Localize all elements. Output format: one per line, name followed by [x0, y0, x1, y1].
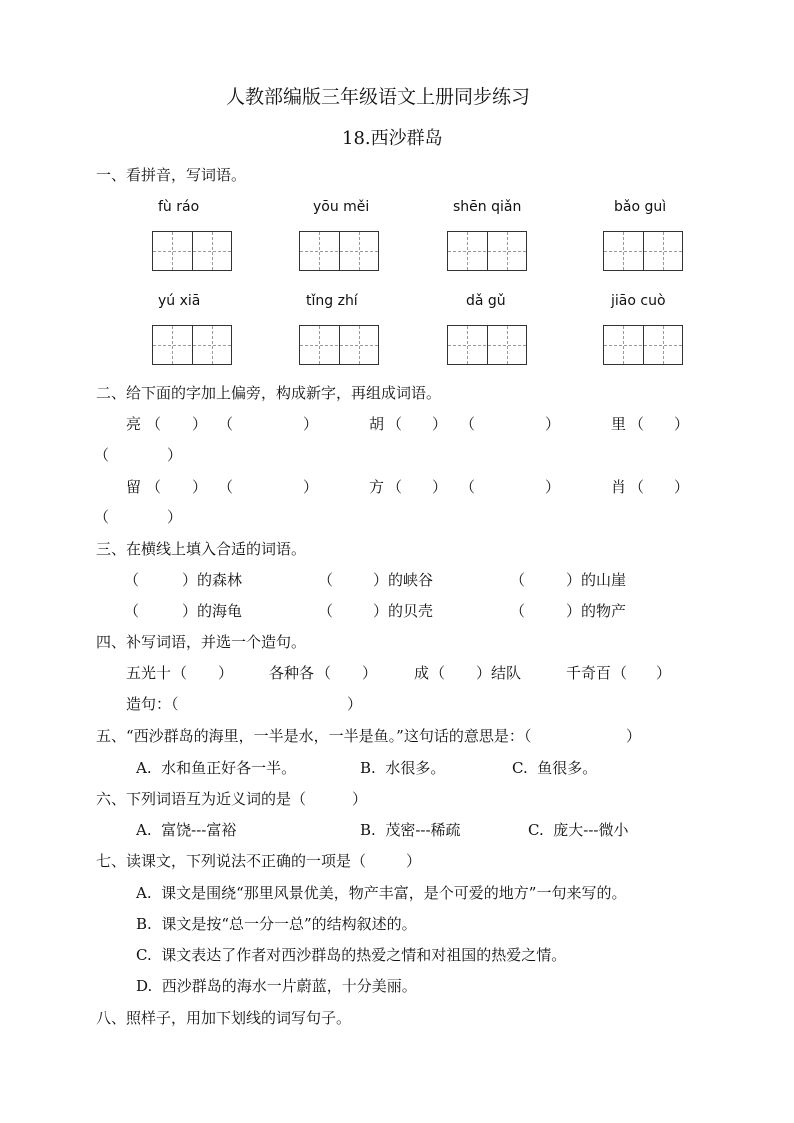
q5-heading: 五、“西沙群岛的海里，一半是水，一半是鱼。”这句话的意思是：（: [96, 727, 532, 745]
q7-option-d: D. 西沙群岛的海水一片蔚蓝，十分美丽。: [136, 977, 417, 995]
pinyin-4: bǎo guì: [614, 199, 667, 215]
paren: （: [629, 478, 645, 496]
paren: （: [146, 415, 162, 433]
paren: ）: [347, 695, 363, 713]
paren: （: [387, 478, 403, 496]
paren: （: [460, 478, 476, 496]
paren: ）: [626, 727, 642, 745]
paren: （: [146, 478, 162, 496]
page-title: 人教部编版三年级语文上册同步练习: [226, 86, 531, 108]
q2-char-6: 肖: [611, 478, 627, 496]
paren: ）: [362, 664, 378, 682]
q6-option-b: B. 茂密---稀疏: [360, 821, 461, 839]
writing-grid-1[interactable]: [152, 231, 232, 271]
paren: （: [318, 602, 334, 620]
writing-grid-5[interactable]: [152, 325, 232, 365]
writing-grid-2[interactable]: [299, 231, 379, 271]
q3-item-5: ）的贝壳: [373, 602, 434, 620]
paren: （: [387, 415, 403, 433]
q8-heading: 八、照样子，用加下划线的词写句子。: [96, 1009, 352, 1027]
q3-item-6: ）的物产: [566, 602, 627, 620]
pinyin-3: shēn qiǎn: [453, 199, 522, 215]
pinyin-7: dǎ gǔ: [466, 293, 506, 309]
sentence-label: 造句：（: [126, 695, 179, 713]
paren: ）: [167, 508, 183, 526]
pinyin-8: jiāo cuò: [611, 293, 666, 309]
paren: （: [124, 571, 140, 589]
paren: （: [94, 446, 110, 464]
q2-char-2: 胡: [369, 415, 385, 433]
paren: ）: [192, 478, 208, 496]
paren: （: [430, 664, 446, 682]
writing-grid-7[interactable]: [447, 325, 527, 365]
q3-item-2: ）的峡谷: [373, 571, 434, 589]
paren: ）: [192, 415, 208, 433]
q2-char-1: 亮: [126, 415, 142, 433]
q6-heading: 六、下列词语互为近义词的是（: [96, 790, 307, 808]
q6-option-c: C. 庞大---微小: [528, 821, 629, 839]
paren: ）: [656, 664, 672, 682]
writing-grid-4[interactable]: [603, 231, 683, 271]
paren: ）: [674, 415, 690, 433]
q4-word-2: 各种各: [269, 664, 315, 682]
q2-heading: 二、给下面的字加上偏旁，构成新字，再组成词语。: [96, 384, 442, 402]
paren: ）: [406, 852, 422, 870]
q3-heading: 三、在横线上填入合适的词语。: [96, 540, 307, 558]
pinyin-2: yōu měi: [313, 199, 370, 215]
paren: （: [94, 508, 110, 526]
paren: ）: [432, 415, 448, 433]
paren: ）: [432, 478, 448, 496]
q7-option-a: A. 课文是围绕“那里风景优美，物产丰富，是个可爱的地方”一句来写的。: [136, 884, 627, 902]
q4-word-3a: 成: [414, 664, 430, 682]
writing-grid-8[interactable]: [603, 325, 683, 365]
q3-item-3: ）的山崖: [566, 571, 627, 589]
q4-heading: 四、补写词语，并选一个造句。: [96, 633, 307, 651]
pinyin-1: fù ráo: [158, 199, 200, 215]
paren: ）: [218, 664, 234, 682]
q7-heading: 七、读课文，下列说法不正确的一项是（: [96, 852, 367, 870]
lesson-title: 18.西沙群岛: [342, 128, 443, 149]
q1-heading: 一、看拼音，写词语。: [96, 166, 247, 184]
paren: ）: [545, 415, 561, 433]
paren: （: [218, 478, 234, 496]
paren: ）: [545, 478, 561, 496]
paren: （: [510, 571, 526, 589]
paren: （: [629, 415, 645, 433]
paren: （: [460, 415, 476, 433]
q4-word-4: 千奇百: [566, 664, 612, 682]
q7-option-c: C. 课文表达了作者对西沙群岛的热爱之情和对祖国的热爱之情。: [136, 946, 567, 964]
q7-option-b: B. 课文是按“总一分一总”的结构叙述的。: [136, 915, 417, 933]
q5-option-b: B. 水很多。: [360, 759, 446, 777]
q2-char-5: 方: [369, 478, 385, 496]
q3-item-1: ）的森林: [182, 571, 243, 589]
q6-option-a: A. 富饶---富裕: [136, 821, 237, 839]
writing-grid-6[interactable]: [299, 325, 379, 365]
q2-char-4: 留: [126, 478, 142, 496]
paren: ）: [674, 478, 690, 496]
paren: ）: [352, 790, 368, 808]
paren: （: [510, 602, 526, 620]
q5-option-a: A. 水和鱼正好各一半。: [136, 759, 297, 777]
paren: （: [612, 664, 628, 682]
q5-option-c: C. 鱼很多。: [512, 759, 598, 777]
paren: （: [124, 602, 140, 620]
paren: （: [172, 664, 188, 682]
paren: （: [218, 415, 234, 433]
q2-char-3: 里: [611, 415, 627, 433]
q3-item-4: ）的海龟: [182, 602, 243, 620]
q4-word-3b: ）结队: [476, 664, 522, 682]
q4-word-1: 五光十: [126, 664, 172, 682]
paren: ）: [167, 446, 183, 464]
pinyin-6: tǐng zhí: [306, 293, 358, 309]
paren: ）: [303, 415, 319, 433]
paren: （: [318, 571, 334, 589]
paren: （: [316, 664, 332, 682]
pinyin-5: yú xiā: [158, 293, 201, 309]
writing-grid-3[interactable]: [447, 231, 527, 271]
paren: ）: [303, 478, 319, 496]
